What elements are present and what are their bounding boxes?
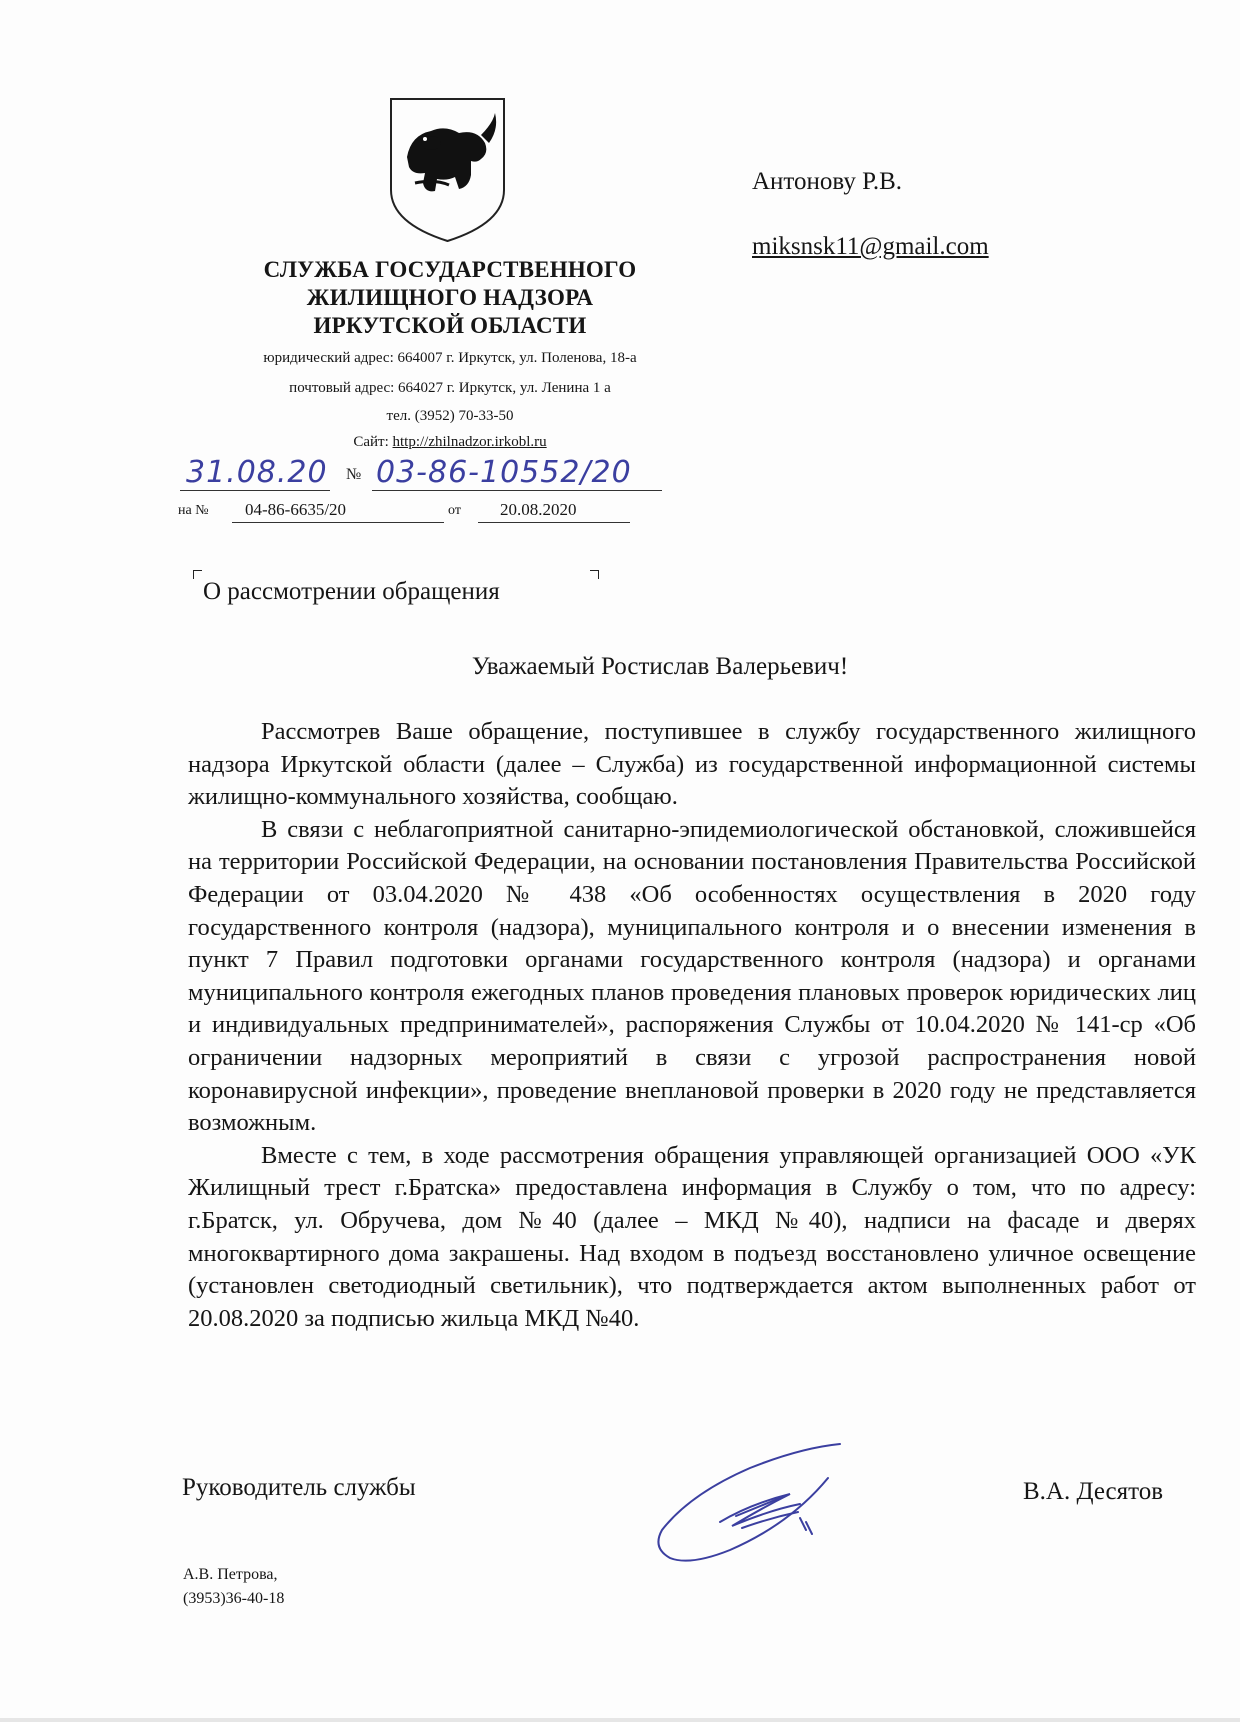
handwritten-signature	[650, 1438, 850, 1568]
executor-phone: (3953)36-40-18	[183, 1590, 285, 1607]
greeting: Уважаемый Ростислав Валерьевич!	[471, 653, 849, 680]
ref-number-underline	[232, 522, 444, 523]
body-paragraph-3: Вместе с тем, в ходе рассмотрения обращения управляющей организацией ООО «УК Жилищный трест г.Братска» предоставлена информация в Службу о том, что по адресу: г.Братск, ул. Обручева, дом №40 (далее – МКД №40), надписи на фасаде и дверях многоквартирного дома закрашены. Над входом в подъезд восстановлено уличное освещение (установлен светодиодный светильник), что подтверждается актом выполненных работ от 20.08.2020 за подписью жильца МКД №40.	[188, 1141, 1196, 1332]
postal-address: почтовый адрес: 664027 г. Иркутск, ул. Ленина 1 а	[289, 380, 611, 396]
site-link[interactable]: http://zhilnadzor.irkobl.ru	[392, 434, 547, 450]
signatory-name: В.А. Десятов	[1023, 1478, 1164, 1505]
signatory-title: Руководитель службы	[182, 1474, 416, 1501]
recipient-email[interactable]: miksnsk11@gmail.com	[752, 233, 989, 260]
reg-number-label: №	[346, 466, 363, 483]
subject-corner-left	[193, 570, 202, 579]
letter-body	[188, 716, 1196, 1335]
ref-number: 04-86-6635/20	[245, 500, 347, 519]
executor-name: А.В. Петрова,	[183, 1566, 278, 1583]
scan-edge	[0, 1718, 1240, 1722]
body-paragraph-1: Рассмотрев Ваше обращение, поступившее в службу государственного жилищного надзора Иркутской области (далее – Служба) из государственной информационной системы жилищно-коммунального хозяйства, сообщаю.	[188, 718, 1196, 811]
ref-date-underline	[478, 522, 630, 523]
org-name-line2: ЖИЛИЩНОГО НАДЗОРА	[306, 285, 594, 310]
site-label: Сайт:	[353, 434, 393, 450]
ref-from-label: от	[448, 503, 461, 518]
org-name-line1: СЛУЖБА ГОСУДАРСТВЕННОГО	[263, 257, 637, 282]
subject: О рассмотрении обращения	[203, 578, 500, 605]
ref-date: 20.08.2020	[500, 500, 577, 519]
org-phone: тел. (3952) 70-33-50	[386, 408, 514, 424]
recipient-name: Антонову Р.В.	[752, 168, 903, 195]
handwritten-reg-date: 31.08.20	[186, 455, 328, 490]
ref-label: на №	[178, 503, 209, 518]
subject-corner-right	[590, 570, 599, 579]
legal-address: юридический адрес: 664007 г. Иркутск, ул. Поленова, 18-а	[263, 350, 637, 366]
body-paragraph-2: В связи с неблагоприятной санитарно-эпидемиологической обстановкой, сложившейся на территории Российской Федерации, на основании постановления Правительства Российской Федерации от 03.04.2020 № 438 «Об особенностях осуществления в 2020 году государственного контроля (надзора), муниципального контроля и о внесении изменения в пункт 7 Правил подготовки органами государственного контроля (надзора) и органами муниципального контроля ежегодных планов проведения плановых проверок юридических лиц и индивидуальных предпринимателей», распоряжения Службы от 10.04.2020 № 141-ср «Об ограничении надзорных мероприятий в связи с угрозой распространения новой коронавирусной инфекции», проведение внеплановой проверки в 2020 году не представляется возможным.	[188, 815, 1196, 1137]
org-site	[170, 434, 730, 451]
coat-of-arms-icon	[385, 95, 510, 245]
handwritten-reg-number: 03-86-10552/20	[376, 455, 632, 490]
org-name-line3: ИРКУТСКОЙ ОБЛАСТИ	[313, 313, 587, 338]
reg-number-underline	[372, 490, 662, 491]
reg-date-underline	[180, 490, 330, 491]
